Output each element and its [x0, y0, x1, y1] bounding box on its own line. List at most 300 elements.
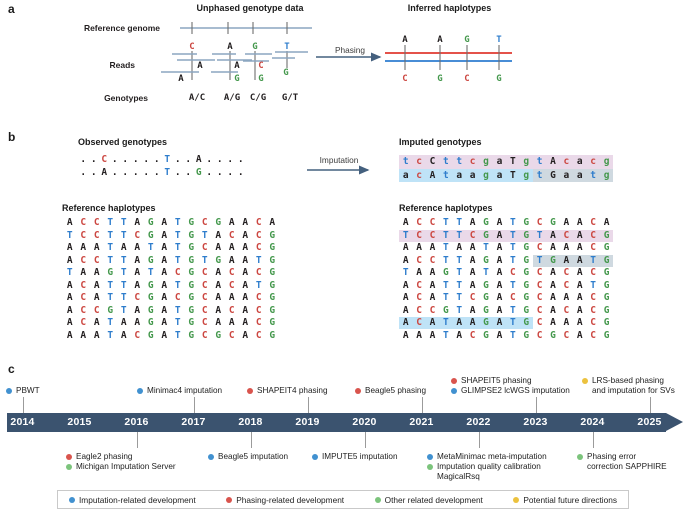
- timeline-event: [577, 452, 667, 472]
- base-char: G: [269, 254, 276, 266]
- base-char: C: [466, 230, 479, 242]
- base-char: T: [120, 229, 127, 241]
- base-char: C: [134, 229, 141, 241]
- base-char: C: [469, 329, 476, 341]
- legend-label: Phasing-related development: [236, 494, 345, 505]
- base-char: A: [550, 304, 556, 316]
- base-char: T: [456, 217, 463, 228]
- timeline-year: 2014: [10, 416, 35, 428]
- base-char: G: [550, 329, 556, 341]
- base-char: A: [426, 317, 439, 329]
- base-char: T: [509, 279, 516, 291]
- base-char: A: [469, 217, 476, 228]
- event-connector: [23, 397, 24, 413]
- base-char: A: [242, 229, 249, 241]
- base-char: G: [195, 167, 202, 178]
- blue-dot-icon: [451, 388, 457, 394]
- read-allele-mid: A: [197, 61, 203, 71]
- base-char: G: [483, 254, 489, 266]
- legend-item: [226, 495, 344, 505]
- event-line: [312, 452, 398, 462]
- base-char: A: [546, 155, 559, 169]
- base-char: A: [496, 217, 503, 228]
- base-char: C: [590, 317, 597, 329]
- base-char: t: [399, 155, 412, 169]
- base-char: A: [560, 255, 573, 267]
- base-char: T: [174, 229, 181, 241]
- timeline-year: 2021: [409, 416, 434, 428]
- base-char: A: [66, 217, 73, 228]
- base-char: T: [66, 267, 73, 279]
- base-char: A: [242, 304, 249, 316]
- haplotype-allele-bottom: G: [437, 74, 443, 84]
- base-char: G: [600, 230, 613, 242]
- base-char: G: [269, 229, 276, 241]
- base-char: C: [255, 304, 262, 316]
- base-char: A: [93, 267, 100, 279]
- imputation-arrow-label: Imputation: [319, 155, 359, 165]
- base-char: .: [227, 167, 234, 178]
- base-char: A: [101, 167, 108, 178]
- base-char: A: [195, 154, 202, 165]
- timeline-year: 2023: [523, 416, 548, 428]
- base-char: T: [147, 242, 154, 254]
- base-char: A: [215, 292, 222, 304]
- event-line: [582, 376, 675, 386]
- base-char: A: [426, 169, 439, 183]
- base-char: G: [107, 304, 114, 316]
- base-char: .: [216, 167, 223, 178]
- base-char: A: [161, 229, 168, 241]
- base-char: C: [228, 304, 235, 316]
- base-char: A: [576, 279, 583, 291]
- reference-haplotypes-title-right: Reference haplotypes: [399, 203, 493, 213]
- base-char: C: [228, 329, 235, 341]
- base-char: G: [147, 254, 154, 266]
- base-char: A: [228, 317, 235, 329]
- base-char: A: [134, 304, 141, 316]
- base-char: G: [269, 279, 276, 291]
- timeline-year: 2022: [466, 416, 491, 428]
- read-allele-mid: A: [234, 61, 240, 71]
- event-text: MetaMinimac meta-imputation: [437, 452, 547, 461]
- base-char: .: [90, 167, 97, 178]
- base-char: A: [550, 317, 556, 329]
- base-char: T: [402, 267, 409, 279]
- base-char: G: [147, 279, 154, 291]
- base-char: T: [174, 217, 181, 228]
- base-char: .: [237, 154, 244, 165]
- event-text: PBWT: [16, 386, 40, 395]
- base-char: T: [255, 254, 262, 266]
- base-char: A: [80, 242, 87, 254]
- base-char: G: [269, 242, 276, 254]
- base-char: C: [255, 267, 262, 279]
- base-char: A: [563, 292, 570, 304]
- base-char: C: [255, 217, 262, 228]
- base-char: G: [546, 169, 559, 183]
- base-char: A: [80, 329, 87, 341]
- base-char: C: [563, 267, 570, 279]
- legend-label: Imputation-related development: [79, 494, 196, 505]
- event-line: [427, 472, 547, 482]
- base-char: C: [80, 229, 87, 241]
- read-allele-top: A: [227, 42, 233, 52]
- event-text: SHAPEIT4 phasing: [257, 386, 328, 395]
- base-char: A: [456, 329, 463, 341]
- base-char: A: [496, 329, 503, 341]
- base-char: A: [93, 242, 100, 254]
- base-char: C: [416, 217, 422, 228]
- base-char: .: [90, 154, 97, 165]
- base-char: C: [80, 304, 87, 316]
- base-char: G: [188, 254, 195, 266]
- read-allele-bottom: A: [178, 74, 184, 84]
- base-char: A: [93, 329, 100, 341]
- event-connector: [194, 397, 195, 413]
- base-char: A: [469, 254, 476, 266]
- base-char: C: [560, 230, 573, 242]
- base-char: A: [215, 317, 222, 329]
- base-char: A: [134, 217, 141, 228]
- genotypes-label: Genotypes: [104, 93, 148, 103]
- base-char: .: [206, 167, 213, 178]
- event-text: LRS-based phasing: [592, 376, 664, 385]
- base-char: C: [536, 329, 543, 341]
- base-char: C: [255, 317, 262, 329]
- event-line: [577, 452, 667, 462]
- base-char: A: [120, 329, 127, 341]
- panel-c-label: c: [8, 362, 15, 376]
- genotype-call: A/G: [223, 93, 241, 103]
- reference-haplotypes-left-row: [63, 280, 279, 292]
- base-char: T: [509, 217, 516, 228]
- legend-label: Potential future directions: [523, 494, 617, 505]
- base-char: A: [66, 254, 73, 266]
- base-char: A: [161, 292, 168, 304]
- base-char: .: [80, 154, 87, 165]
- reference-haplotypes-right-row: [399, 280, 613, 292]
- base-char: c: [412, 155, 425, 169]
- base-char: G: [269, 304, 276, 316]
- base-char: G: [215, 329, 222, 341]
- base-char: A: [402, 217, 409, 228]
- reference-haplotypes-right-row: [399, 255, 613, 267]
- base-char: .: [216, 154, 223, 165]
- base-char: C: [590, 217, 597, 228]
- base-char: a: [493, 155, 506, 169]
- base-char: G: [479, 230, 492, 242]
- base-char: C: [93, 304, 100, 316]
- reference-genome-label: Reference genome: [83, 23, 160, 33]
- base-char: g: [600, 169, 613, 183]
- base-char: a: [573, 155, 586, 169]
- base-char: G: [188, 242, 195, 254]
- base-char: a: [560, 169, 573, 183]
- reference-haplotypes-right-row: [399, 292, 613, 304]
- base-char: T: [107, 317, 114, 329]
- base-char: G: [443, 267, 449, 279]
- base-char: A: [550, 242, 556, 254]
- timeline-legend: [57, 490, 629, 509]
- base-char: G: [479, 317, 492, 329]
- base-char: g: [520, 155, 533, 169]
- base-char: T: [509, 242, 516, 254]
- base-char: T: [439, 230, 452, 242]
- event-connector: [308, 397, 309, 413]
- observed-genotypes-row: [78, 153, 246, 166]
- base-char: T: [533, 255, 546, 267]
- base-char: A: [134, 317, 141, 329]
- base-char: A: [496, 267, 503, 279]
- base-char: g: [600, 155, 613, 169]
- base-char: A: [215, 229, 222, 241]
- event-text: MagicalRsq: [437, 472, 480, 481]
- base-char: G: [523, 304, 530, 316]
- reference-haplotypes-left-row: [63, 317, 279, 329]
- base-char: C: [255, 329, 262, 341]
- base-char: G: [188, 329, 195, 341]
- base-char: G: [188, 267, 195, 279]
- reference-haplotypes-right-row: [399, 242, 613, 254]
- base-char: G: [107, 267, 114, 279]
- base-char: A: [93, 317, 100, 329]
- base-char: C: [201, 279, 208, 291]
- timeline-year: 2017: [181, 416, 206, 428]
- green-dot-icon: [427, 464, 433, 470]
- base-char: g: [479, 169, 492, 183]
- base-char: a: [493, 169, 506, 183]
- base-char: T: [399, 230, 412, 242]
- base-char: C: [201, 292, 208, 304]
- phasing-arrow-label: Phasing: [335, 45, 365, 55]
- base-char: A: [399, 317, 412, 329]
- base-char: C: [80, 317, 87, 329]
- timeline-event: [427, 452, 547, 482]
- base-char: A: [466, 317, 479, 329]
- base-char: T: [107, 329, 114, 341]
- genotype-call: A/C: [188, 93, 206, 103]
- base-char: T: [120, 267, 127, 279]
- event-text: Beagle5 phasing: [365, 386, 427, 395]
- event-line: [582, 386, 675, 396]
- event-text: Phasing error: [587, 452, 637, 461]
- legend-item: [513, 495, 617, 505]
- base-char: A: [228, 254, 235, 266]
- base-char: G: [269, 267, 276, 279]
- legend-item: [69, 495, 196, 505]
- base-char: T: [509, 329, 516, 341]
- reference-haplotypes-title-left: Reference haplotypes: [62, 203, 156, 213]
- dot-spacer: [582, 388, 588, 394]
- reference-haplotypes-right-row: [399, 317, 613, 329]
- base-char: G: [188, 304, 195, 316]
- base-char: A: [161, 267, 168, 279]
- blue-dot-icon: [6, 388, 12, 394]
- base-char: T: [456, 292, 463, 304]
- base-char: G: [520, 230, 533, 242]
- base-char: G: [147, 329, 154, 341]
- event-line: [208, 452, 288, 462]
- base-char: g: [520, 169, 533, 183]
- base-char: t: [533, 169, 546, 183]
- timeline-event: [582, 376, 675, 396]
- base-char: T: [456, 279, 463, 291]
- base-char: C: [429, 304, 436, 316]
- base-char: G: [603, 329, 610, 341]
- base-char: A: [66, 242, 73, 254]
- base-char: A: [456, 242, 463, 254]
- red-dot-icon: [355, 388, 361, 394]
- legend-label: Other related development: [384, 494, 483, 505]
- timeline-event: [247, 386, 328, 396]
- legend-item: [375, 495, 483, 505]
- base-char: G: [188, 279, 195, 291]
- base-char: C: [174, 267, 181, 279]
- base-char: T: [586, 255, 599, 267]
- base-char: C: [590, 292, 597, 304]
- base-char: A: [573, 230, 586, 242]
- base-char: A: [66, 292, 73, 304]
- base-char: A: [469, 304, 476, 316]
- base-char: T: [66, 229, 73, 241]
- base-char: C: [536, 217, 543, 228]
- event-connector: [365, 432, 366, 448]
- base-char: .: [237, 167, 244, 178]
- base-char: C: [416, 304, 422, 316]
- reference-haplotypes-left-row: [63, 230, 279, 242]
- base-char: A: [576, 304, 583, 316]
- base-char: A: [215, 279, 222, 291]
- reference-haplotypes-left-row: [63, 217, 279, 229]
- base-char: G: [603, 279, 610, 291]
- event-text: Beagle5 imputation: [218, 452, 289, 461]
- green-dot-icon: [375, 497, 381, 503]
- timeline-event: [66, 452, 176, 472]
- base-char: C: [426, 230, 439, 242]
- base-char: T: [107, 279, 114, 291]
- base-char: A: [242, 329, 249, 341]
- base-char: A: [161, 217, 168, 228]
- base-char: C: [563, 279, 570, 291]
- base-char: A: [429, 292, 436, 304]
- base-char: A: [215, 267, 222, 279]
- base-char: .: [153, 154, 160, 165]
- base-char: A: [215, 242, 222, 254]
- base-char: C: [201, 329, 208, 341]
- event-text: Imputation quality calibration: [437, 462, 541, 471]
- base-char: T: [107, 217, 114, 228]
- base-char: C: [80, 279, 87, 291]
- base-char: C: [255, 229, 262, 241]
- yellow-dot-icon: [513, 497, 519, 503]
- timeline-year: 2015: [67, 416, 92, 428]
- base-char: C: [201, 267, 208, 279]
- base-char: T: [453, 230, 466, 242]
- base-char: A: [402, 254, 409, 266]
- base-char: T: [174, 317, 181, 329]
- base-char: C: [201, 317, 208, 329]
- base-char: C: [228, 279, 235, 291]
- base-char: G: [603, 304, 610, 316]
- base-char: A: [228, 242, 235, 254]
- base-char: A: [93, 292, 100, 304]
- base-char: T: [590, 279, 597, 291]
- base-char: a: [453, 169, 466, 183]
- red-dot-icon: [451, 378, 457, 384]
- base-char: G: [523, 279, 530, 291]
- read-allele-top: T: [284, 42, 290, 52]
- base-char: T: [107, 242, 114, 254]
- read-allele-bottom: G: [258, 74, 264, 84]
- base-char: C: [590, 267, 597, 279]
- base-char: A: [469, 279, 476, 291]
- base-char: G: [443, 304, 449, 316]
- base-char: T: [120, 217, 127, 228]
- base-char: C: [590, 329, 597, 341]
- timeline-event: [6, 386, 40, 396]
- base-char: C: [93, 217, 100, 228]
- base-char: T: [443, 292, 449, 304]
- timeline-year: 2016: [124, 416, 149, 428]
- event-connector: [479, 432, 480, 448]
- base-char: A: [66, 279, 73, 291]
- base-char: C: [228, 267, 235, 279]
- base-char: C: [536, 292, 543, 304]
- base-char: A: [416, 242, 422, 254]
- event-connector: [137, 432, 138, 448]
- timeline-event: [451, 376, 570, 396]
- base-char: G: [523, 329, 530, 341]
- base-char: t: [586, 169, 599, 183]
- base-char: C: [201, 304, 208, 316]
- base-char: G: [147, 304, 154, 316]
- base-char: T: [506, 169, 519, 183]
- base-char: A: [120, 317, 127, 329]
- base-char: T: [456, 304, 463, 316]
- base-char: A: [496, 304, 503, 316]
- base-char: G: [523, 242, 530, 254]
- base-char: A: [228, 217, 235, 228]
- base-char: A: [242, 254, 249, 266]
- base-char: A: [134, 279, 141, 291]
- base-char: G: [523, 217, 530, 228]
- event-line: [6, 386, 40, 396]
- base-char: A: [573, 255, 586, 267]
- base-char: .: [185, 154, 192, 165]
- base-char: C: [429, 217, 436, 228]
- event-connector: [536, 397, 537, 413]
- base-char: T: [120, 279, 127, 291]
- base-char: A: [269, 217, 276, 228]
- base-char: G: [523, 292, 530, 304]
- base-char: C: [586, 230, 599, 242]
- event-connector: [422, 397, 423, 413]
- haplotype-allele-bottom: C: [464, 74, 470, 84]
- base-char: T: [107, 229, 114, 241]
- base-char: C: [563, 329, 570, 341]
- base-char: A: [215, 304, 222, 316]
- dot-spacer: [427, 474, 433, 480]
- base-char: A: [469, 267, 476, 279]
- base-char: g: [479, 155, 492, 169]
- event-line: [247, 386, 328, 396]
- event-text: SHAPEIT5 phasing: [461, 376, 532, 385]
- base-char: A: [576, 329, 583, 341]
- event-line: [577, 462, 667, 472]
- base-char: A: [161, 304, 168, 316]
- imputed-genotypes-row: [399, 169, 613, 183]
